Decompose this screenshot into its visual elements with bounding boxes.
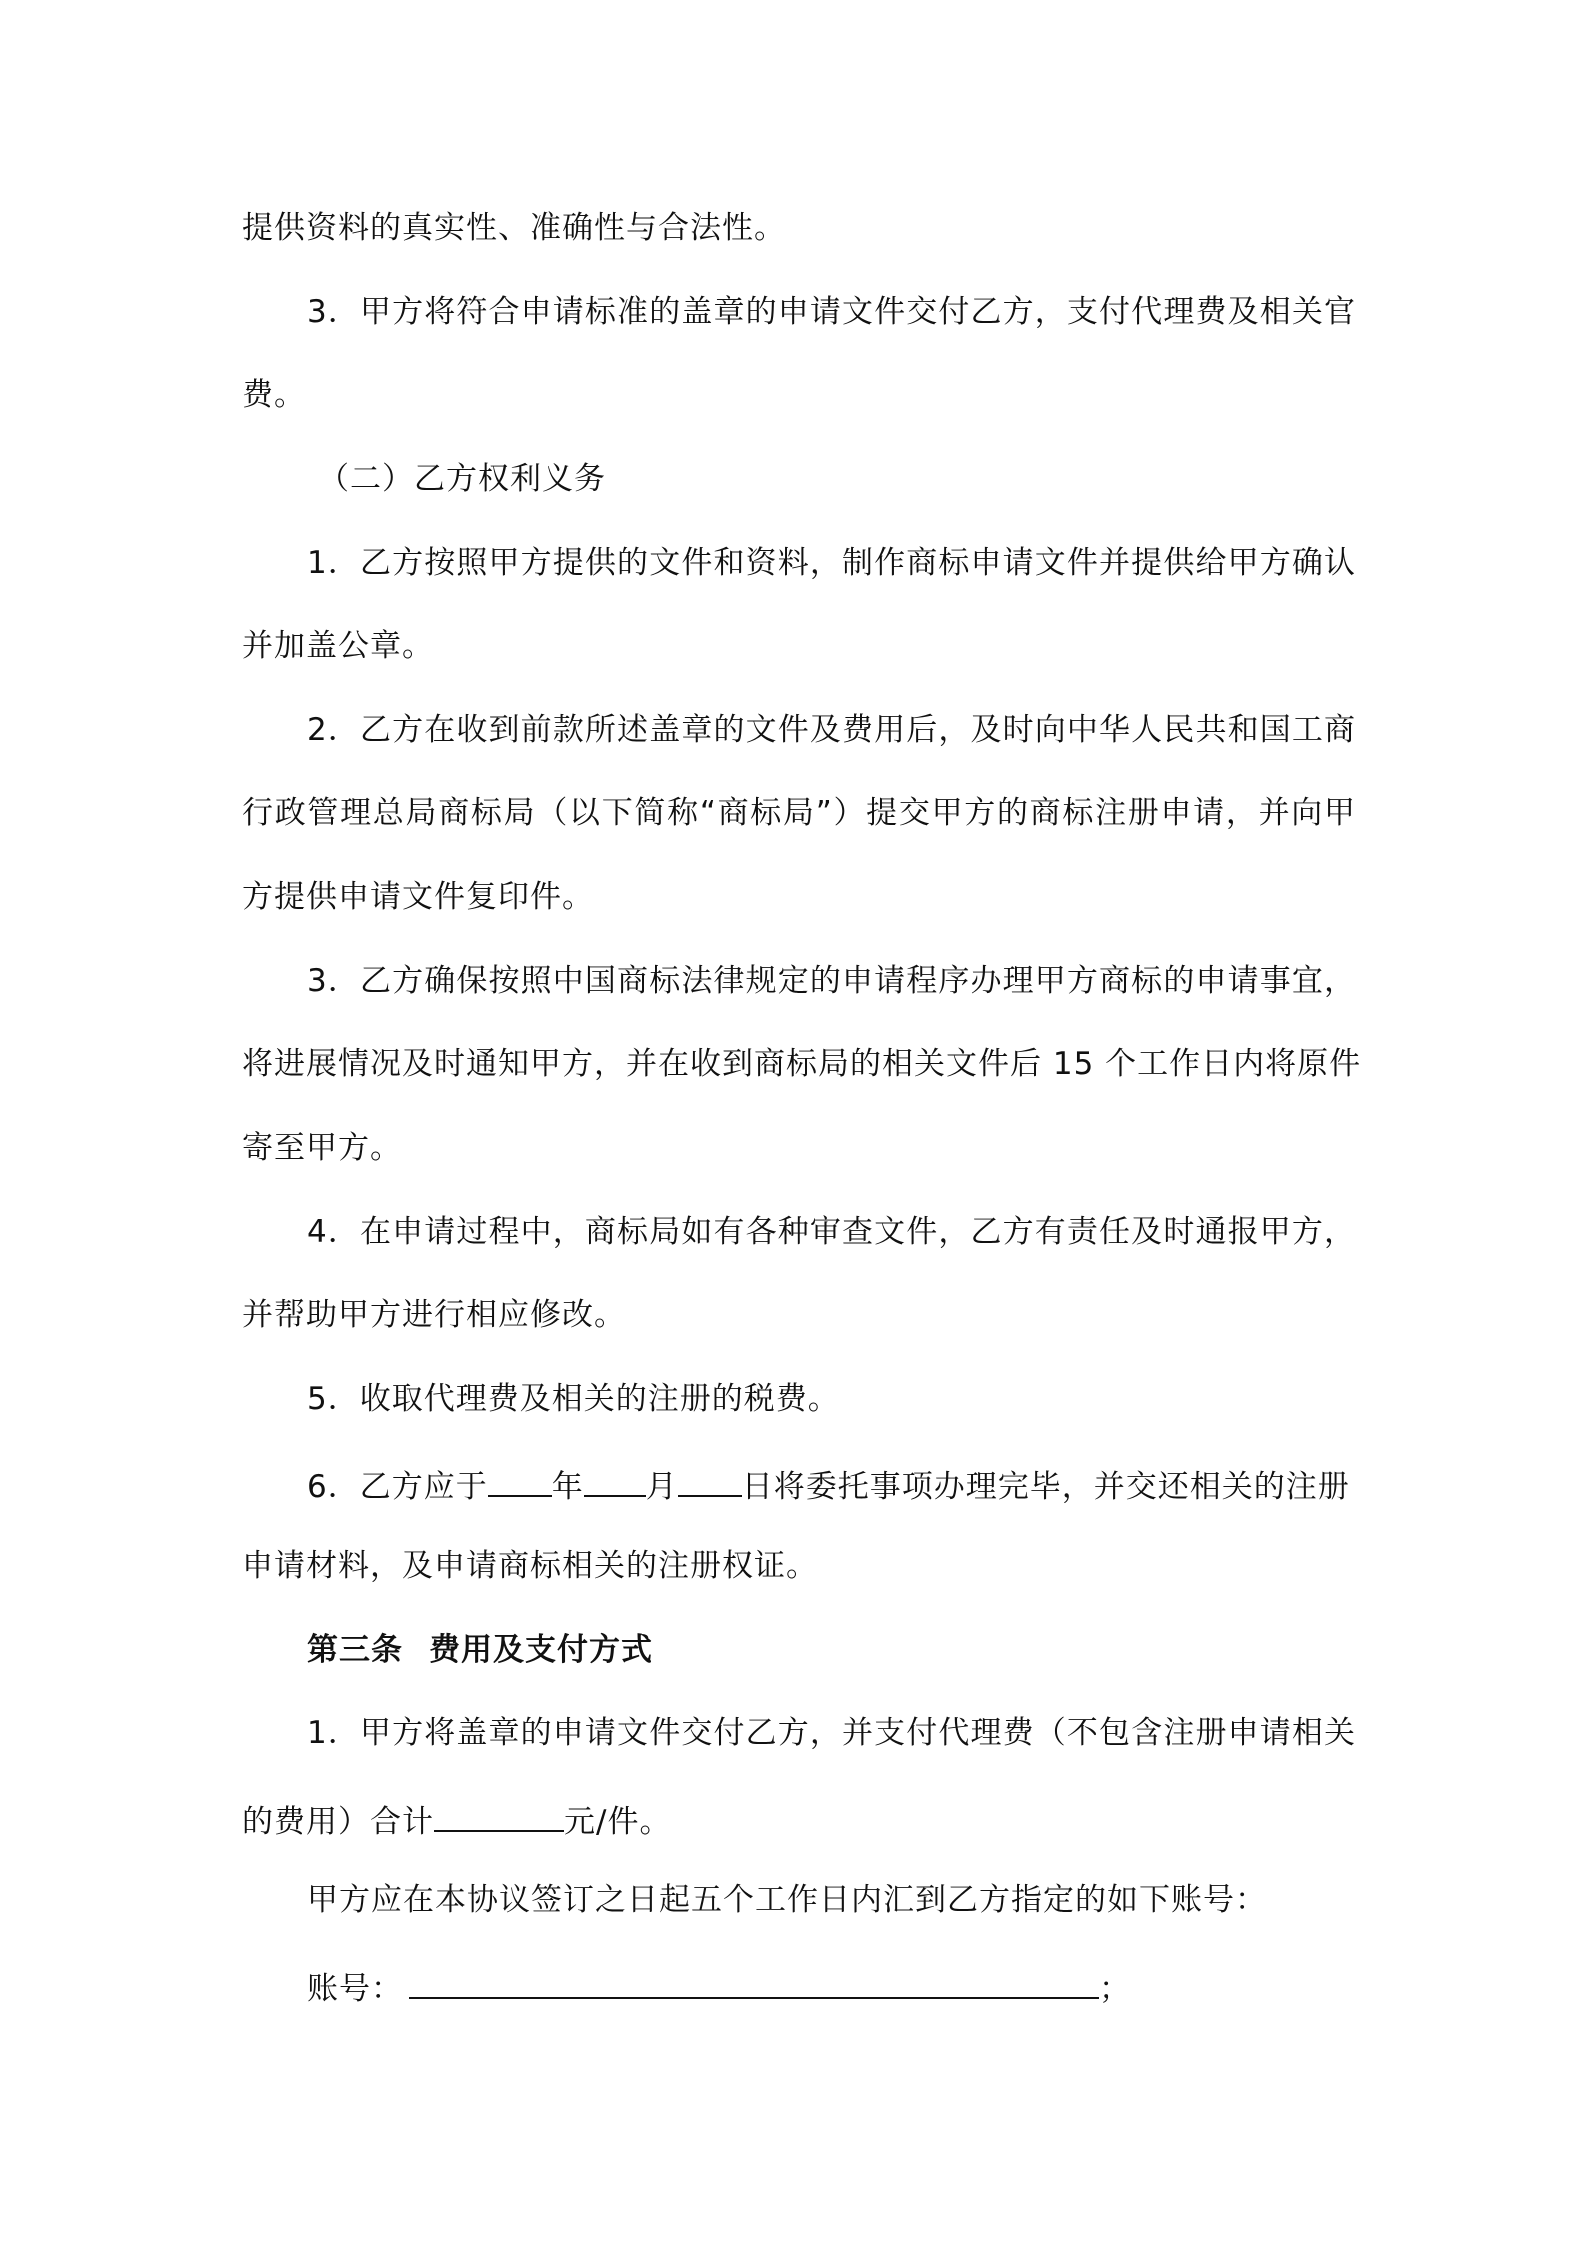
paragraph-line: 并帮助甲方进行相应修改。 [242,1297,626,1333]
paragraph-line-with-blanks [307,1461,1350,1508]
paragraph-line: 方提供申请文件复印件。 [242,879,594,915]
text-segment: 6．乙方应于 [307,1469,488,1505]
text-segment: 的费用）合计 [242,1804,434,1840]
text-segment: ； [1099,1971,1131,2007]
account-label: 账号： [307,1971,403,2007]
section-heading: （二）乙方权利义务 [318,461,606,497]
paragraph-line: 3．乙方确保按照中国商标法律规定的申请程序办理甲方商标的申请事宜， [307,963,1356,999]
article-number: 第三条 [307,1632,403,1668]
paragraph-line: 寄至甲方。 [242,1130,402,1166]
account-number-blank[interactable] [409,1963,1099,1999]
text-segment: 年 [551,1469,584,1505]
fee-amount-blank[interactable] [434,1796,564,1832]
day-blank[interactable] [678,1461,742,1497]
paragraph-line-with-blank [242,1796,671,1843]
paragraph-line: 提供资料的真实性、准确性与合法性。 [242,210,786,246]
paragraph-line: 将进展情况及时通知甲方，并在收到商标局的相关文件后 15 个工作日内将原件 [242,1046,1362,1082]
paragraph-line: 1．乙方按照甲方提供的文件和资料，制作商标申请文件并提供给甲方确认 [307,545,1356,581]
year-blank[interactable] [488,1461,552,1497]
text-segment: 元/件。 [564,1804,672,1840]
paragraph-line: 1．甲方将盖章的申请文件交付乙方，并支付代理费（不包含注册申请相关 [307,1715,1356,1751]
paragraph-line: 行政管理总局商标局（以下简称“商标局”）提交甲方的商标注册申请，并向甲 [242,795,1356,831]
account-line [307,1963,1131,2010]
paragraph-line: 费。 [242,377,306,413]
paragraph-line: 5．收取代理费及相关的注册的税费。 [307,1381,840,1417]
article-heading [307,1629,653,1671]
paragraph-line: 申请材料，及申请商标相关的注册权证。 [242,1548,818,1584]
paragraph-line: 并加盖公章。 [242,628,434,664]
paragraph-line: 4．在申请过程中，商标局如有各种审查文件，乙方有责任及时通报甲方， [307,1214,1356,1250]
paragraph-line: 甲方应在本协议签订之日起五个工作日内汇到乙方指定的如下账号： [307,1882,1267,1918]
paragraph-line: 3．甲方将符合申请标准的盖章的申请文件交付乙方，支付代理费及相关官 [307,294,1356,330]
text-segment: 月 [645,1469,678,1505]
article-title: 费用及支付方式 [429,1632,653,1668]
paragraph-line: 2．乙方在收到前款所述盖章的文件及费用后，及时向中华人民共和国工商 [307,712,1356,748]
month-blank[interactable] [584,1461,646,1497]
text-segment: 日将委托事项办理完毕，并交还相关的注册 [741,1469,1350,1505]
